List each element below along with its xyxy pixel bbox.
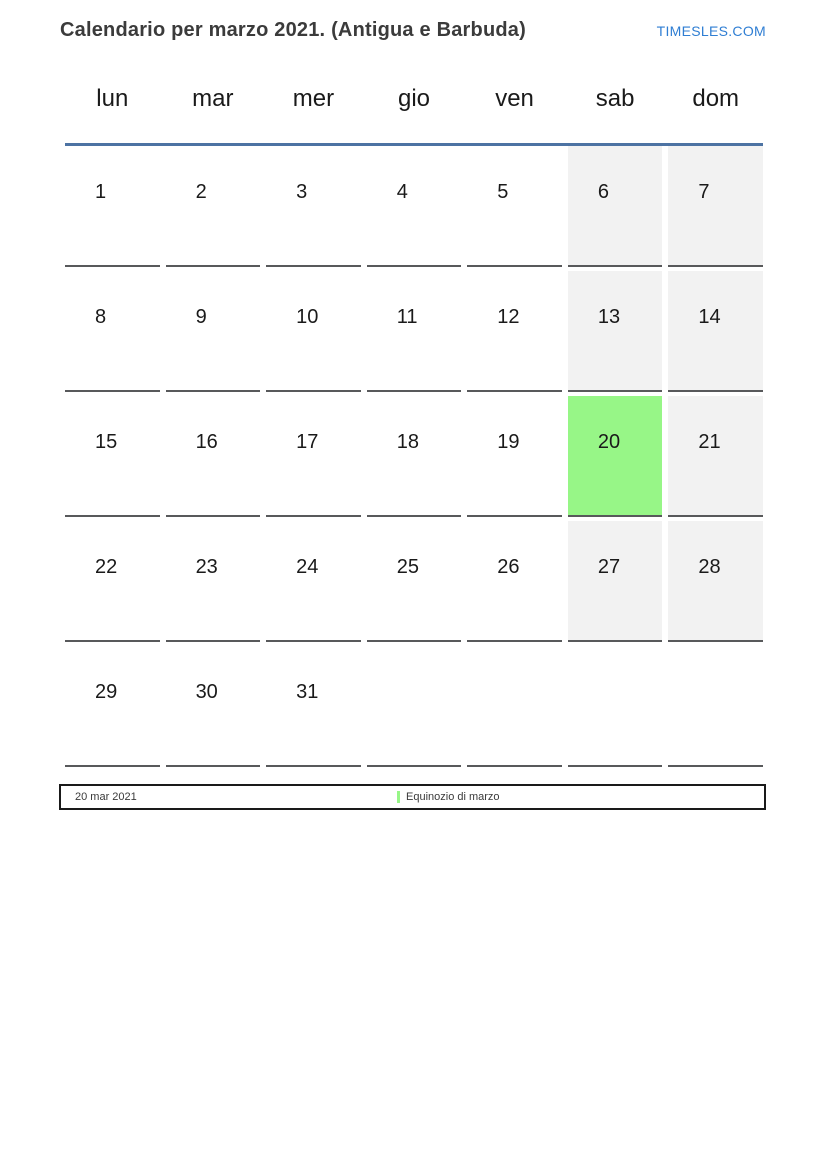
calendar-day-cell: 2 (166, 146, 261, 267)
weekday-label-gio: gio (397, 85, 430, 112)
calendar-day-cell: 22 (65, 521, 160, 642)
brand-link[interactable]: TIMESLES.COM (656, 23, 766, 39)
calendar-day-cell: 19 (467, 396, 562, 517)
calendar-day-cell: 1 (65, 146, 160, 267)
calendar-day-cell: 7 (668, 146, 763, 267)
calendar-day-cell (367, 646, 462, 767)
calendar-day-cell: 30 (166, 646, 261, 767)
weekday-label-sab: sab (595, 85, 635, 112)
weekday-label-dom: dom (692, 85, 740, 112)
calendar-day-cell: 28 (668, 521, 763, 642)
calendar-day-cell: 31 (266, 646, 361, 767)
weekday-label-mer: mer (292, 85, 335, 112)
event-marker-icon (397, 791, 400, 803)
calendar-day-cell: 24 (266, 521, 361, 642)
calendar-day-cell: 23 (166, 521, 261, 642)
calendar-day-cell: 11 (367, 271, 462, 392)
calendar-day-cell: 16 (166, 396, 261, 517)
weekday-label-lun: lun (96, 85, 129, 112)
calendar-day-cell: 26 (467, 521, 562, 642)
calendar-day-cell: 13 (568, 271, 663, 392)
calendar-day-cell: 29 (65, 646, 160, 767)
calendar-day-cell: 14 (668, 271, 763, 392)
calendar-day-cell: 9 (166, 271, 261, 392)
calendar-day-cell (568, 646, 663, 767)
calendar-day-cell: 21 (668, 396, 763, 517)
calendar-day-cell (467, 646, 562, 767)
legend-event-label: Equinozio di marzo (406, 791, 500, 803)
calendar-day-cell: 27 (568, 521, 663, 642)
legend-event (397, 786, 500, 808)
weekday-row (65, 84, 763, 114)
legend-box (59, 784, 766, 810)
calendar-day-cell-highlighted: 20 (568, 396, 663, 517)
calendar-day-cell: 4 (367, 146, 462, 267)
calendar-day-cell: 25 (367, 521, 462, 642)
calendar-day-cell: 5 (467, 146, 562, 267)
calendar-day-cell: 3 (266, 146, 361, 267)
calendar-day-cell: 15 (65, 396, 160, 517)
legend-date: 20 mar 2021 (75, 791, 137, 803)
weekday-label-ven: ven (495, 85, 534, 112)
calendar-day-cell: 17 (266, 396, 361, 517)
calendar-day-cell: 8 (65, 271, 160, 392)
calendar-day-cell: 12 (467, 271, 562, 392)
calendar-day-cell: 6 (568, 146, 663, 267)
weekday-label-mar: mar (192, 85, 234, 112)
calendar-day-cell: 10 (266, 271, 361, 392)
calendar-grid (65, 146, 763, 767)
page-title: Calendario per marzo 2021. (Antigua e Barbuda) (60, 19, 526, 41)
calendar-day-cell: 18 (367, 396, 462, 517)
calendar-day-cell (668, 646, 763, 767)
